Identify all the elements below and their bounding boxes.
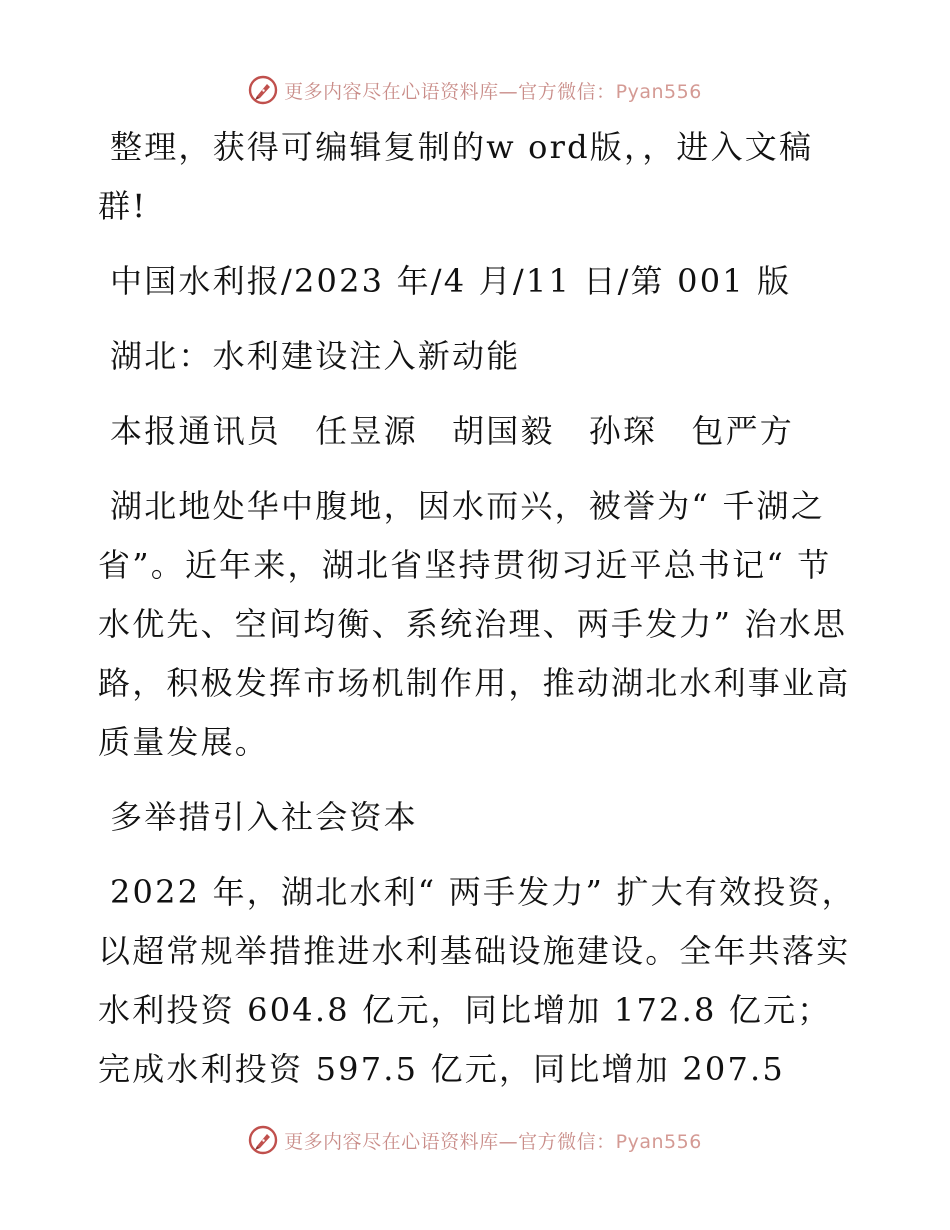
body-paragraph: 湖北地处华中腹地，因水而兴，被誉为“ 千湖之省”。近年来，湖北省坚持贯彻习近平总书记“ 节水优先、空间均衡、系统治理、两手发力” 治水思路，积极发挥市场机制作用，推动湖北水利事业高质量发展。 xyxy=(98,487,851,761)
watermark-text: 更多内容尽在心语资料库—官方微信：Pyan556 xyxy=(284,1130,702,1153)
body-paragraph: 2022 年，湖北水利“ 两手发力” 扩大有效投资，以超常规举措推进水利基础设施建设。全年共落实水利投资 604.8 亿元，同比增加 172.8 亿元；完成水利投资 597.5 亿元，同比增加 207.5 xyxy=(98,873,856,1088)
watermark-footer xyxy=(0,1120,950,1160)
watermark-text: 更多内容尽在心语资料库—官方微信：Pyan556 xyxy=(284,80,702,103)
intro-note: 整理，获得可编辑复制的w ord版，，进入文稿群! xyxy=(98,128,814,225)
watermark-header xyxy=(0,70,950,110)
pen-nib-logo-icon xyxy=(248,75,278,105)
source-line: 中国水利报/2023 年/4 月/11 日/第 001 版 xyxy=(110,262,792,300)
section-heading: 多举措引入社会资本 xyxy=(110,798,418,836)
pen-nib-logo-icon xyxy=(248,1125,278,1155)
article-title: 湖北：水利建设注入新动能 xyxy=(110,337,521,375)
byline: 本报通讯员 任昱源 胡国毅 孙琛 包严方 xyxy=(110,412,795,450)
document-body xyxy=(98,118,858,1115)
